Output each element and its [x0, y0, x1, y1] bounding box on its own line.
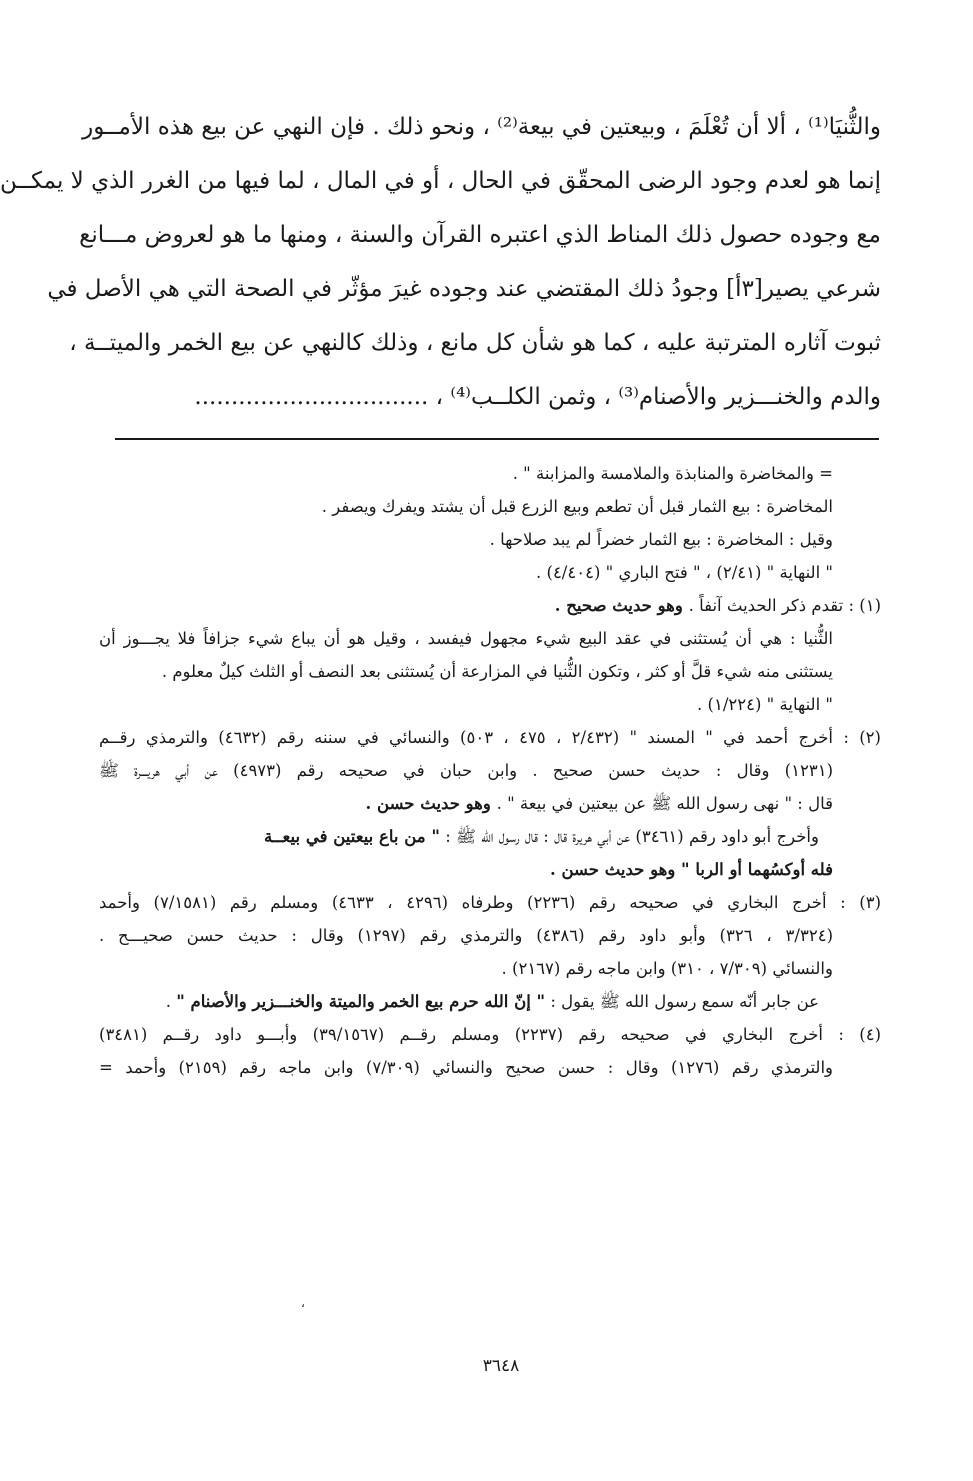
footnote-3-hadith-text: عن جابر أنّه سمع رسول الله ﷺ يقول :	[545, 992, 819, 1011]
main-text-line: مع وجوده حصول ذلك المناط الذي اعتبره القرآن والسنة ، ومنها ما هو لعروض مـــانع	[79, 222, 881, 248]
page-number: ٣٦٤٨	[482, 1356, 520, 1376]
footnote-2-abu-dawud-continued: فله أوكسُهما أو الربا " وهو حديث حسن .	[549, 860, 833, 879]
footnote-3-line: (٣/٣٢٤ ، ٣٢٦) وأبو داود رقم (٤٣٨٦) والترمذي رقم (١٢٩٧) وقال : حديث حسن صحيـــح .	[99, 926, 833, 945]
main-text-line: والثُّنيَا⁽¹⁾ ، ألا أن تُعْلَمَ ، وبيعتين في بيعة⁽²⁾ ، ونحو ذلك . فإن النهي عن بيع هذه الأمــور	[82, 114, 881, 140]
main-text-line: ثبوت آثاره المترتبة عليه ، كما هو شأن كل مانع ، وذلك كالنهي عن بيع الخمر والميتــة ،	[69, 330, 881, 356]
footnote-4-line: (٤) : أخرج البخاري في صحيحه رقم (٢٢٣٧) ومسلم رقــم (٣٩/١٥٦٧) وأبـــو داود رقــم (٣٤٨١)	[99, 1025, 881, 1044]
footnote-2-line: (٢) : أخرج أحمد في " المسند " (٢/٤٣٢ ، ٤٧٥ ، ٥٠٣) والنسائي في سننه رقم (٤٦٣٢) والترمذي رقــم	[99, 728, 881, 747]
stray-mark: ،	[301, 1296, 305, 1310]
main-text-line: والدم والخنـــزير والأصنام⁽³⁾ ، وثمن الكلــب⁽⁴⁾ ، ................................	[194, 384, 881, 410]
main-text	[0, 100, 881, 424]
footnote-2-quote-text: قال : " نهى رسول الله ﷺ عن بيعتين في بيعة " .	[496, 794, 833, 813]
main-text-line: إنما هو لعدم وجود الرضى المحقّق في الحال ، أو في المال ، لما فيها من الغرر الذي لا يمكــن	[0, 168, 881, 194]
footnote-1-line: يستثنى منه شيء قلَّ أو كثر ، وتكون الثُّنيا في المزارعة أن يُستثنى بعد النصف أو الثلث كيلٌ معلوم .	[161, 662, 833, 681]
footnote-3-line: والنسائي (٧/٣٠٩ ، ٣١٠) وابن ماجه رقم (٢١٦٧) .	[501, 959, 833, 978]
footnote-2-abu-dawud-text: وأخرج أبو داود رقم (٣٤٦١) عن أبي هريرة قال : قال رسول الله ﷺ :	[439, 827, 819, 846]
footnote-2-line: (١٢٣١) وقال : حديث حسن صحيح . وابن حبان في صحيحه رقم (٤٩٧٣) عن أبي هريـــرة ﷺ	[99, 761, 833, 780]
footnote-2-grading: وهو حديث حسن .	[365, 794, 497, 813]
footnote-3-hadith	[99, 985, 881, 1018]
footnote-1-line: الثُّنيا : هي أن يُستثنى في عقد البيع شيء مجهول فيفسد ، وقيل هو أن يباع شيء جزافاً فلا يجـــوز أن	[99, 629, 833, 648]
footnote-1-text: (١) : تقدم ذكر الحديث آنفاً .	[688, 596, 881, 615]
footnote-2-abu-dawud-hadith: " من باع بيعتين في بيعــة	[264, 827, 440, 846]
footnote-2-quote	[99, 787, 881, 820]
footnotes	[99, 457, 881, 1084]
main-text-line: شرعي يصير[٣أ] وجودُ ذلك المقتضي عند وجوده غيرَ مؤثّر في الصحة التي هي الأصل في	[47, 276, 881, 302]
footnote-continuation-line: وقيل : المخاضرة : بيع الثمار خضراً لم يبد صلاحها .	[489, 530, 833, 549]
footnote-3-hadith-quote: " إنّ الله حرم بيع الخمر والميتة والخنـــزير والأصنام "	[176, 992, 546, 1011]
footnote-1	[99, 589, 881, 622]
footnote-1-line: " النهاية " (١/٢٢٤) .	[697, 695, 833, 714]
footnote-continuation-line: " النهاية " (٢/٤١) ، " فتح الباري " (٤/٤٠٤) .	[536, 563, 833, 582]
footnote-3-line: (٣) : أخرج البخاري في صحيحه رقم (٢٢٣٦) وطرفاه (٤٢٩٦ ، ٤٦٣٣) ومسلم رقم (٧/١٥٨١) وأحمد	[99, 893, 881, 912]
footnote-2-abu-dawud	[99, 820, 881, 853]
footnote-continuation-line: المخاضرة : بيع الثمار قبل أن تطعم وبيع الزرع قبل أن يشتد ويفرك ويصفر .	[321, 497, 833, 516]
footnote-continuation-line: = والمخاضرة والمنابذة والملامسة والمزابنة " .	[512, 464, 833, 483]
footnote-3-hadith-end: .	[165, 992, 177, 1011]
footnote-1-grading: وهو حديث صحيح .	[554, 596, 689, 615]
footnote-4-line: والترمذي رقم (١٢٧٦) وقال : حسن صحيح والنسائي (٧/٣٠٩) وابن ماجه رقم (٢١٥٩) وأحمد =	[99, 1058, 834, 1077]
footnote-separator	[115, 438, 879, 440]
